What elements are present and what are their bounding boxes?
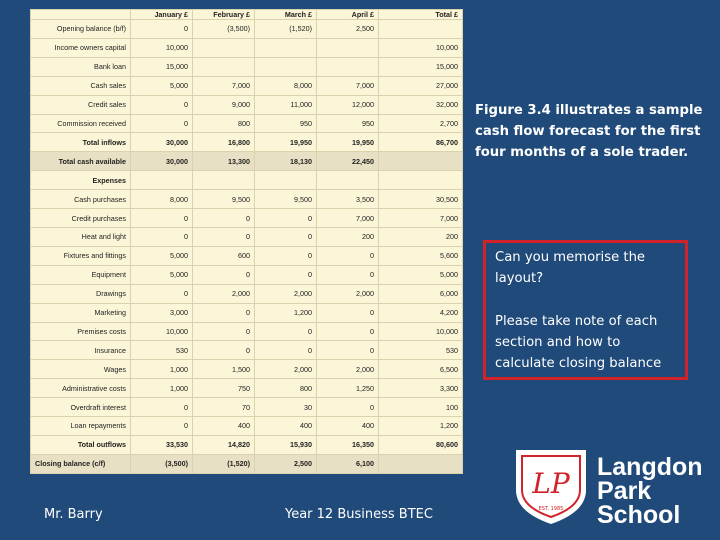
row-label: Total outflows bbox=[31, 435, 131, 454]
table-cell: 2,500 bbox=[255, 454, 317, 473]
table-cell: 9,500 bbox=[255, 190, 317, 209]
table-row bbox=[31, 152, 463, 171]
table-cell: 8,000 bbox=[131, 190, 193, 209]
table-cell: 2,000 bbox=[255, 360, 317, 379]
row-label: Heat and light bbox=[31, 227, 131, 246]
row-label: Total inflows bbox=[31, 133, 131, 152]
table-cell: 0 bbox=[255, 341, 317, 360]
row-label: Equipment bbox=[31, 265, 131, 284]
table-cell: 0 bbox=[193, 341, 255, 360]
table-cell: 2,000 bbox=[317, 360, 379, 379]
table-cell: 0 bbox=[255, 227, 317, 246]
table-cell: 22,450 bbox=[317, 152, 379, 171]
table-row bbox=[31, 114, 463, 133]
table-cell: 0 bbox=[255, 246, 317, 265]
table-cell: 80,600 bbox=[379, 435, 463, 454]
table-cell: (1,520) bbox=[255, 20, 317, 39]
table-cell: 5,000 bbox=[131, 76, 193, 95]
row-label: Closing balance (c/f) bbox=[31, 454, 131, 473]
table-row bbox=[31, 379, 463, 398]
table-cell: 30 bbox=[255, 398, 317, 417]
table-cell bbox=[131, 171, 193, 190]
table-cell: (3,500) bbox=[131, 454, 193, 473]
table-cell: 950 bbox=[255, 114, 317, 133]
table-cell: 2,000 bbox=[193, 284, 255, 303]
row-label: Total cash available bbox=[31, 152, 131, 171]
table-cell: 2,000 bbox=[317, 284, 379, 303]
column-header: Total £ bbox=[379, 10, 463, 20]
crest-established-text: EST. 1985 bbox=[538, 506, 564, 512]
table-cell: 0 bbox=[193, 265, 255, 284]
table-cell: 0 bbox=[255, 322, 317, 341]
table-cell bbox=[379, 152, 463, 171]
row-label: Expenses bbox=[31, 171, 131, 190]
table-cell: 30,000 bbox=[131, 133, 193, 152]
table-cell: (1,520) bbox=[193, 454, 255, 473]
table-cell bbox=[193, 57, 255, 76]
table-cell: 200 bbox=[379, 227, 463, 246]
table-cell: 1,200 bbox=[255, 303, 317, 322]
row-label: Marketing bbox=[31, 303, 131, 322]
table-row bbox=[31, 341, 463, 360]
table-header-row bbox=[31, 10, 463, 20]
table-cell: 1,000 bbox=[131, 360, 193, 379]
table-cell: 0 bbox=[131, 209, 193, 228]
table-cell: 750 bbox=[193, 379, 255, 398]
table-row bbox=[31, 20, 463, 39]
table-cell: 0 bbox=[193, 227, 255, 246]
table-cell: 800 bbox=[193, 114, 255, 133]
row-label: Overdraft interest bbox=[31, 398, 131, 417]
column-header bbox=[31, 10, 131, 20]
table-cell: 16,800 bbox=[193, 133, 255, 152]
table-cell: 10,000 bbox=[131, 38, 193, 57]
table-row bbox=[31, 417, 463, 436]
table-cell bbox=[317, 171, 379, 190]
table-cell bbox=[193, 171, 255, 190]
table-cell: 0 bbox=[317, 246, 379, 265]
table-cell: 950 bbox=[317, 114, 379, 133]
table-cell: 13,300 bbox=[193, 152, 255, 171]
callout-instruction: Please take note of each section and how to calculate closing balance bbox=[495, 314, 662, 371]
table-cell: 0 bbox=[131, 114, 193, 133]
table-cell: 0 bbox=[131, 284, 193, 303]
table-cell bbox=[255, 171, 317, 190]
table-cell: 0 bbox=[317, 265, 379, 284]
table-row bbox=[31, 76, 463, 95]
table-cell: 10,000 bbox=[379, 322, 463, 341]
table-cell: 1,250 bbox=[317, 379, 379, 398]
row-label: Cash purchases bbox=[31, 190, 131, 209]
table-cell: 2,500 bbox=[317, 20, 379, 39]
row-label: Credit sales bbox=[31, 95, 131, 114]
table-cell: 10,000 bbox=[379, 38, 463, 57]
column-header: February £ bbox=[193, 10, 255, 20]
table-cell: 400 bbox=[193, 417, 255, 436]
row-label: Loan repayments bbox=[31, 417, 131, 436]
table-cell: 11,000 bbox=[255, 95, 317, 114]
table-cell: 3,500 bbox=[317, 190, 379, 209]
table-cell: 19,950 bbox=[255, 133, 317, 152]
table-row bbox=[31, 398, 463, 417]
table-cell: 14,820 bbox=[193, 435, 255, 454]
table-cell: 16,350 bbox=[317, 435, 379, 454]
table-cell: 15,000 bbox=[131, 57, 193, 76]
row-label: Cash sales bbox=[31, 76, 131, 95]
table-cell bbox=[379, 454, 463, 473]
school-name-line: School bbox=[597, 501, 681, 529]
table-cell: 32,000 bbox=[379, 95, 463, 114]
table-cell: 400 bbox=[317, 417, 379, 436]
table-row bbox=[31, 133, 463, 152]
table-row bbox=[31, 227, 463, 246]
table-cell: 9,500 bbox=[193, 190, 255, 209]
table-cell: 18,130 bbox=[255, 152, 317, 171]
table-cell: 530 bbox=[379, 341, 463, 360]
table-row bbox=[31, 209, 463, 228]
table-cell: 5,600 bbox=[379, 246, 463, 265]
table-cell: 200 bbox=[317, 227, 379, 246]
school-name-logo bbox=[597, 455, 703, 527]
crest-monogram: LP bbox=[532, 467, 570, 500]
table-cell: 3,000 bbox=[131, 303, 193, 322]
table-cell: 5,000 bbox=[131, 246, 193, 265]
table-cell: 3,300 bbox=[379, 379, 463, 398]
author-name: Mr. Barry bbox=[44, 507, 103, 522]
table-row bbox=[31, 190, 463, 209]
table-cell: 400 bbox=[255, 417, 317, 436]
column-header: January £ bbox=[131, 10, 193, 20]
row-label: Income owners capital bbox=[31, 38, 131, 57]
table-cell: 30,000 bbox=[131, 152, 193, 171]
table-cell: 0 bbox=[317, 398, 379, 417]
table-cell: 0 bbox=[255, 209, 317, 228]
table-cell: 530 bbox=[131, 341, 193, 360]
table-cell: 2,000 bbox=[255, 284, 317, 303]
table-cell: 27,000 bbox=[379, 76, 463, 95]
table-cell bbox=[255, 38, 317, 57]
table-cell: 0 bbox=[317, 322, 379, 341]
table-cell: 8,000 bbox=[255, 76, 317, 95]
callout-box bbox=[483, 240, 688, 380]
table-cell: 2,700 bbox=[379, 114, 463, 133]
table-cell: 0 bbox=[193, 322, 255, 341]
column-header: April £ bbox=[317, 10, 379, 20]
table-row bbox=[31, 360, 463, 379]
table-cell: 0 bbox=[193, 209, 255, 228]
row-label: Wages bbox=[31, 360, 131, 379]
table-cell: 33,530 bbox=[131, 435, 193, 454]
table-cell: 6,500 bbox=[379, 360, 463, 379]
table-cell bbox=[317, 38, 379, 57]
table-cell bbox=[379, 171, 463, 190]
table-cell: 15,930 bbox=[255, 435, 317, 454]
row-label: Commission received bbox=[31, 114, 131, 133]
table-cell: 86,700 bbox=[379, 133, 463, 152]
table-cell: 0 bbox=[131, 227, 193, 246]
table-cell: 0 bbox=[317, 303, 379, 322]
row-label: Fixtures and fittings bbox=[31, 246, 131, 265]
table-cell: 0 bbox=[317, 341, 379, 360]
table-cell: 4,200 bbox=[379, 303, 463, 322]
table-cell: 6,100 bbox=[317, 454, 379, 473]
table-cell: 7,000 bbox=[317, 76, 379, 95]
cash-flow-forecast-table bbox=[30, 9, 463, 474]
table-cell: 7,000 bbox=[379, 209, 463, 228]
row-label: Bank loan bbox=[31, 57, 131, 76]
table-row bbox=[31, 303, 463, 322]
table-cell: 0 bbox=[131, 417, 193, 436]
table-cell: 0 bbox=[255, 265, 317, 284]
table-cell: 7,000 bbox=[193, 76, 255, 95]
table-cell: 10,000 bbox=[131, 322, 193, 341]
figure-caption: Figure 3.4 illustrates a sample cash flow forecast for the first four months of a sole trader. bbox=[475, 103, 703, 160]
table-cell: 6,000 bbox=[379, 284, 463, 303]
table-cell: 9,000 bbox=[193, 95, 255, 114]
row-label: Insurance bbox=[31, 341, 131, 360]
row-label: Credit purchases bbox=[31, 209, 131, 228]
row-label: Premises costs bbox=[31, 322, 131, 341]
table-cell bbox=[193, 38, 255, 57]
table-cell: 12,000 bbox=[317, 95, 379, 114]
table-cell: 19,950 bbox=[317, 133, 379, 152]
table-cell: 5,000 bbox=[379, 265, 463, 284]
table-row bbox=[31, 246, 463, 265]
table-cell: 0 bbox=[131, 20, 193, 39]
table-cell: 800 bbox=[255, 379, 317, 398]
table-row bbox=[31, 435, 463, 454]
table-cell bbox=[255, 57, 317, 76]
table-cell: 0 bbox=[131, 95, 193, 114]
table-cell: 7,000 bbox=[317, 209, 379, 228]
school-name-line: Langdon bbox=[597, 453, 703, 481]
course-name: Year 12 Business BTEC bbox=[285, 507, 433, 522]
table-cell: 1,000 bbox=[131, 379, 193, 398]
table-cell: 600 bbox=[193, 246, 255, 265]
callout-question: Can you memorise the layout? bbox=[495, 250, 646, 286]
table-row bbox=[31, 322, 463, 341]
table-row bbox=[31, 95, 463, 114]
table-cell: (3,500) bbox=[193, 20, 255, 39]
table-row bbox=[31, 57, 463, 76]
table-body bbox=[31, 20, 463, 474]
table-cell: 1,500 bbox=[193, 360, 255, 379]
table-cell: 15,000 bbox=[379, 57, 463, 76]
table-row bbox=[31, 171, 463, 190]
table-cell: 30,500 bbox=[379, 190, 463, 209]
table-cell bbox=[379, 20, 463, 39]
table-cell: 1,200 bbox=[379, 417, 463, 436]
table-row bbox=[31, 284, 463, 303]
table-cell: 70 bbox=[193, 398, 255, 417]
table-cell: 5,000 bbox=[131, 265, 193, 284]
row-label: Opening balance (b/f) bbox=[31, 20, 131, 39]
table-row bbox=[31, 265, 463, 284]
column-header: March £ bbox=[255, 10, 317, 20]
table-cell: 0 bbox=[131, 398, 193, 417]
school-crest-logo bbox=[512, 446, 590, 526]
row-label: Drawings bbox=[31, 284, 131, 303]
table-row bbox=[31, 454, 463, 473]
table-cell bbox=[317, 57, 379, 76]
table-row bbox=[31, 38, 463, 57]
table-cell: 100 bbox=[379, 398, 463, 417]
row-label: Administrative costs bbox=[31, 379, 131, 398]
table-cell: 0 bbox=[193, 303, 255, 322]
school-name-line: Park bbox=[597, 477, 652, 505]
